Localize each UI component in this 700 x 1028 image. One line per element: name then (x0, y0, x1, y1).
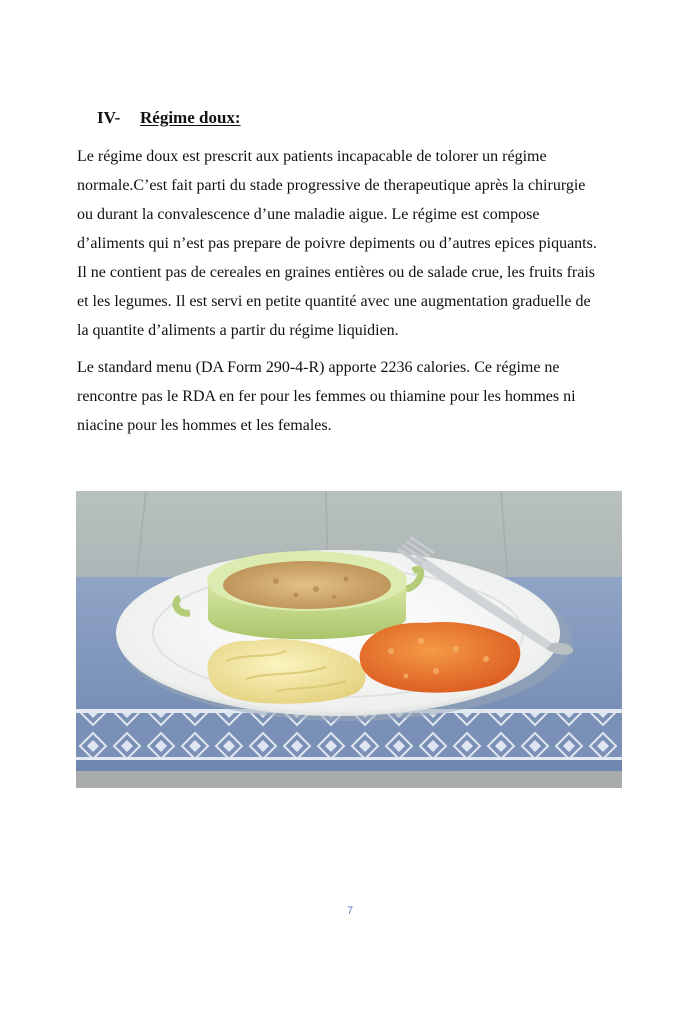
section-heading (97, 107, 241, 129)
paragraph-line: Le régime doux est prescrit aux patients incapacable de tolorer un régime (77, 148, 547, 165)
paragraph-line: normale.C’est fait parti du stade progressive de therapeutique après la chirurgie (77, 177, 586, 194)
section-number: IV- (97, 108, 121, 127)
paragraph-line: niacine pour les hommes et les females. (77, 417, 332, 434)
paragraph-line: ou durant la convalescence d’une maladie aigue. Le régime est compose (77, 206, 540, 223)
page-number: 7 (346, 905, 354, 917)
paragraph-line: rencontre pas le RDA en fer pour les femmes ou thiamine pour les hommes ni (77, 388, 576, 405)
paragraph-line: la quantite d’aliments a partir du régime liquidien. (77, 322, 399, 339)
section-title: Régime doux: (140, 108, 241, 127)
paragraph-line: d’aliments qui n’est pas prepare de poivre depiments ou d’autres epices piquants. (77, 235, 597, 252)
paragraph-standard-menu (77, 353, 637, 440)
paragraph-line: et les legumes. Il est servi en petite quantité avec une augmentation graduelle de (77, 293, 591, 310)
paragraph-line: Il ne contient pas de cereales en graines entières ou de salade crue, les fruits frais (77, 264, 595, 281)
paragraph-description (77, 142, 637, 345)
soft-diet-meal-photo (76, 491, 622, 788)
paragraph-line: Le standard menu (DA Form 290-4-R) apporte 2236 calories. Ce régime ne (77, 359, 560, 376)
